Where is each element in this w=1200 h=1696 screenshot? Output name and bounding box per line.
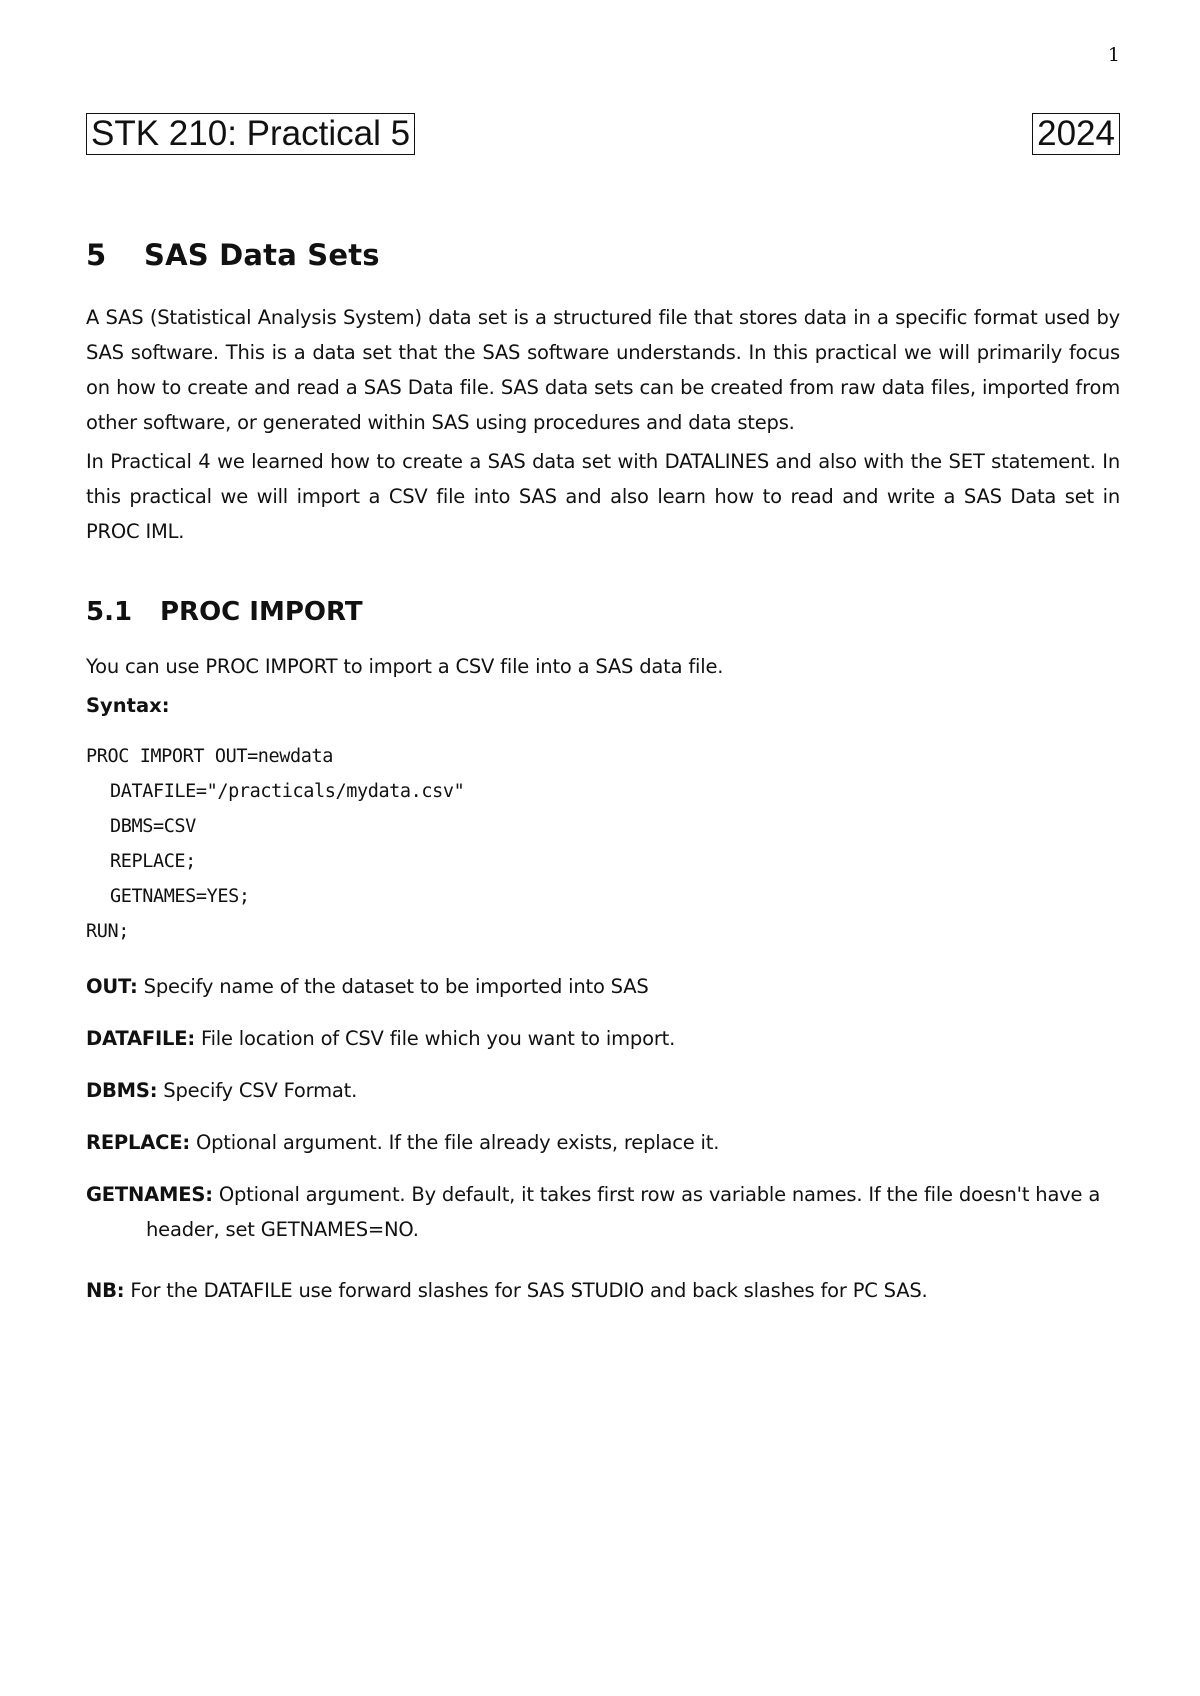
section-number: 5 xyxy=(86,238,107,272)
definition-item-getnames xyxy=(86,1177,1120,1247)
year-label: 2024 xyxy=(1032,113,1120,155)
page-number: 1 xyxy=(1107,44,1120,66)
subsection-number: 5.1 xyxy=(86,597,133,627)
definition-list xyxy=(86,969,1120,1247)
definition-item-dbms xyxy=(86,1073,1120,1108)
note xyxy=(86,1273,1120,1308)
subsection-title: PROC IMPORT xyxy=(160,597,363,627)
definition-desc: Optional argument. If the file already exists, replace it. xyxy=(195,1131,720,1154)
code-line: DATAFILE="/practicals/mydata.csv" xyxy=(110,781,465,802)
code-line: DBMS=CSV xyxy=(110,816,196,837)
definition-term: OUT: xyxy=(86,975,138,998)
document-body xyxy=(86,238,1120,1308)
code-block xyxy=(86,739,1120,949)
definition-term: DBMS: xyxy=(86,1079,158,1102)
intro-paragraph: A SAS (Statistical Analysis System) data set is a structured file that stores data in a specific format used by SAS software. This is a data set that the SAS software understands. In this practical we will primarily focus on how to create and read a SAS Data file. SAS data sets can be created from raw data files, imported from other software, or generated within SAS using procedures and data steps. xyxy=(86,306,1120,434)
definition-term: REPLACE: xyxy=(86,1131,190,1154)
code-line: REPLACE; xyxy=(110,851,196,872)
definition-item-datafile xyxy=(86,1021,1120,1056)
definition-term: DATAFILE: xyxy=(86,1027,195,1050)
practical-context-paragraph: In Practical 4 we learned how to create a SAS data set with DATALINES and also with the SET statement. In this practical we will import a CSV file into SAS and also learn how to read and write a SAS Data set in PROC IML. xyxy=(86,450,1120,543)
section-title: SAS Data Sets xyxy=(144,238,380,272)
definition-desc: Optional argument. By default, it takes first row as variable names. If the file doesn't have a header, set GETNAMES=NO. xyxy=(146,1183,1101,1241)
subsection-heading xyxy=(86,597,1120,627)
note-text: For the DATAFILE use forward slashes for SAS STUDIO and back slashes for PC SAS. xyxy=(130,1279,928,1302)
note-label: NB: xyxy=(86,1279,125,1302)
definition-item-replace xyxy=(86,1125,1120,1160)
definition-desc: File location of CSV file which you want to import. xyxy=(200,1027,676,1050)
syntax-label: Syntax: xyxy=(86,694,170,717)
code-line: RUN; xyxy=(86,921,129,942)
code-line: GETNAMES=YES; xyxy=(110,886,250,907)
code-line: PROC IMPORT OUT=newdata xyxy=(86,746,333,767)
definition-desc: Specify name of the dataset to be imported into SAS xyxy=(143,975,649,998)
subsection-intro: You can use PROC IMPORT to import a CSV file into a SAS data file. xyxy=(86,655,724,678)
practical-title: STK 210: Practical 5 xyxy=(86,113,415,155)
definition-desc: Specify CSV Format. xyxy=(163,1079,358,1102)
definition-item-out xyxy=(86,969,1120,1004)
definition-term: GETNAMES: xyxy=(86,1183,213,1206)
section-heading xyxy=(86,238,1120,272)
